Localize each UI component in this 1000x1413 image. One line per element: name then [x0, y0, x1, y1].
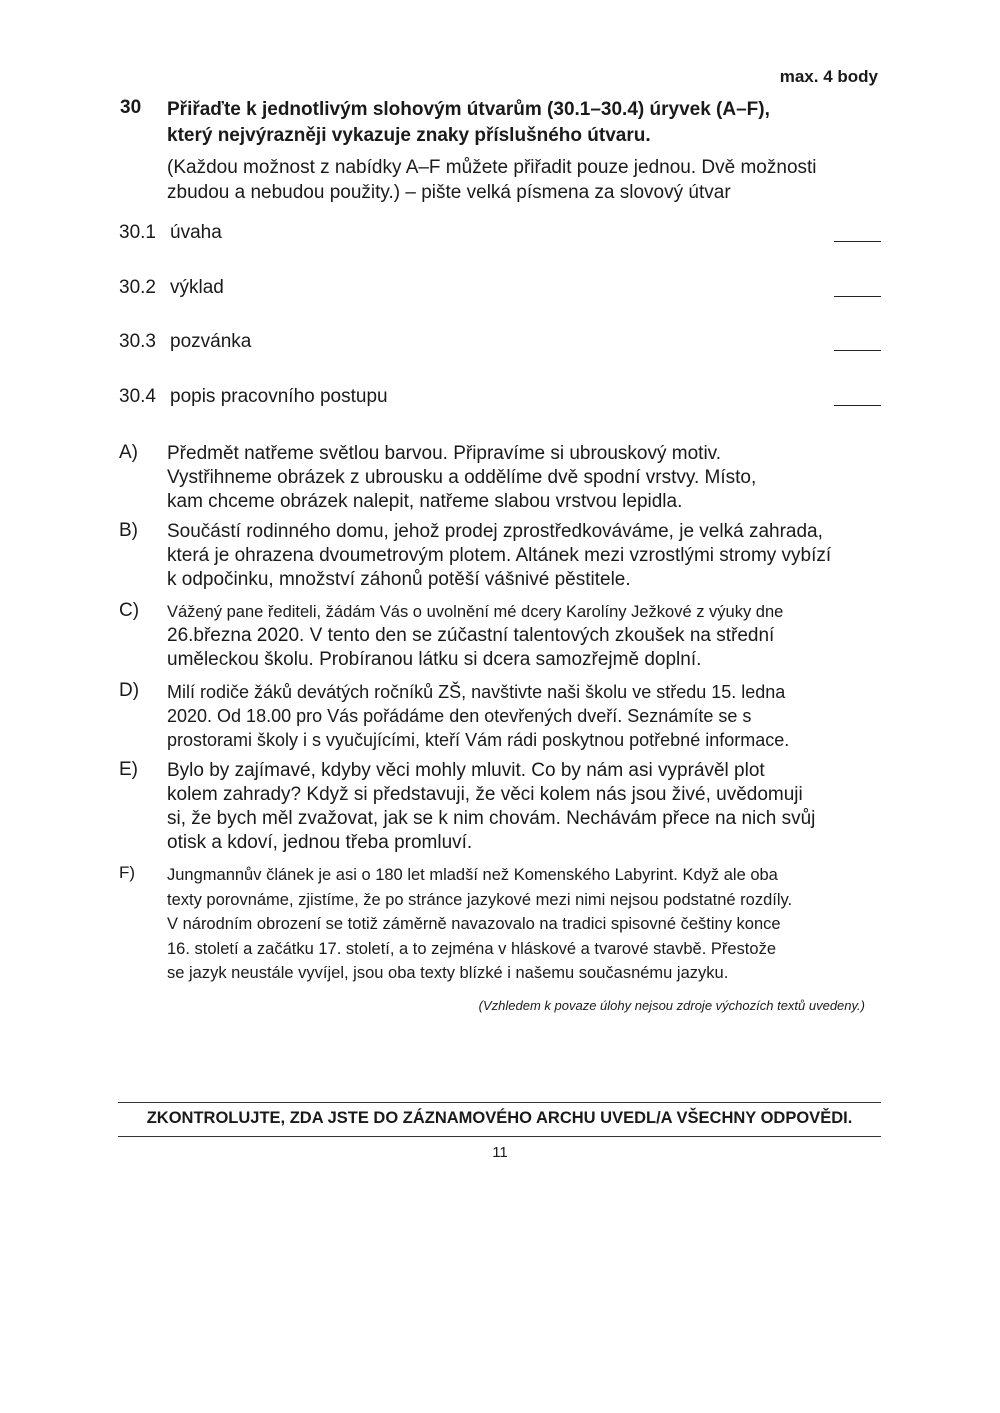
answer-blank[interactable] [834, 350, 881, 351]
answer-blank[interactable] [834, 241, 881, 242]
option-line: Jungmannův článek je asi o 180 let mladší než Komenského Labyrint. Když ale oba [167, 866, 778, 884]
option-letter: C) [119, 600, 140, 621]
option-line: 16. století a začátku 17. století, a to zejména v hláskové a tvarové stavbě. Přestože [167, 939, 776, 958]
option-text [167, 863, 881, 986]
footer-reminder: ZKONTROLUJTE, ZDA JSTE DO ZÁZNAMOVÉHO ARCHU UVEDL/A VŠECHNY ODPOVĚDI. [146, 1109, 853, 1127]
item-code: 30.4 [119, 386, 156, 407]
option-line: Bylo by zajímavé, kdyby věci mohly mluvit. Co by nám asi vyprávěl plot [167, 760, 765, 781]
question-title-line: který nejvýrazněji vykazuje znaky příslušného útvaru. [167, 125, 651, 146]
item-label: popis pracovního postupu [170, 386, 388, 407]
option-line: 2020. Od 18.00 pro Vás pořádáme den otevřených dveří. Seznámíte se s [167, 706, 752, 726]
instructions-line: (Každou možnost z nabídky A–F můžete přiřadit pouze jednou. Dvě možnosti [167, 157, 817, 178]
option-text [167, 520, 881, 592]
option-line: která je ohrazena dvoumetrovým plotem. Altánek mezi vzrostlými stromy vybízí [167, 545, 832, 566]
answer-blank[interactable] [834, 405, 881, 406]
option-line: kolem zahrady? Když si představuji, že věci kolem nás jsou živé, uvědomuji [167, 784, 803, 805]
answer-blank[interactable] [834, 296, 881, 297]
item-label: pozvánka [170, 331, 252, 352]
option-line: kam chceme obrázek nalepit, natřeme slabou vrstvou lepidla. [167, 491, 683, 512]
option-letter: B) [119, 520, 138, 541]
option-line: se jazyk neustále vyvíjel, jsou oba texty blízké i našemu současnému jazyku. [167, 964, 729, 982]
item-30-1 [119, 222, 881, 248]
question-title-line: Přiřaďte k jednotlivým slohovým útvarům (30.1–30.4) úryvek (A–F), [167, 99, 770, 120]
option-line: prostorami školy i s vyučujícími, kteří Vám rádi poskytnou potřebné informace. [167, 730, 790, 750]
option-text [167, 759, 881, 855]
item-code: 30.2 [119, 277, 156, 298]
option-letter: E) [119, 759, 138, 780]
question-instructions [167, 155, 887, 205]
option-letter: A) [119, 442, 138, 463]
source-note: (Vzhledem k povaze úlohy nejsou zdroje výchozích textů uvedeny.) [478, 998, 865, 1013]
page-number: 11 [492, 1144, 508, 1161]
item-label: úvaha [170, 222, 222, 243]
instructions-line: zbudou a nebudou použity.) – pište velká písmena za slovový útvar [167, 182, 731, 203]
max-points: max. 4 body [779, 67, 878, 86]
option-line: Vážený pane řediteli, žádám Vás o uvolnění mé dcery Karolíny Ježkové z výuky dne [167, 603, 784, 621]
option-letter: D) [119, 680, 140, 701]
item-code: 30.1 [119, 222, 156, 243]
item-label: výklad [170, 277, 224, 298]
option-line: Součástí rodinného domu, jehož prodej zprostředkováváme, je velká zahrada, [167, 521, 823, 542]
divider [118, 1136, 881, 1137]
item-30-4 [119, 386, 881, 412]
item-30-3 [119, 331, 881, 357]
option-text [167, 600, 881, 672]
option-text [167, 442, 881, 514]
option-line: V národním obrození se totiž záměrně navazovalo na tradici spisovné češtiny konce [167, 915, 781, 933]
option-text [167, 680, 881, 752]
question-number: 30 [120, 97, 142, 118]
option-line: Vystřihneme obrázek z ubrousku a oddělíme dvě spodní vrstvy. Místo, [167, 467, 757, 488]
option-line: Předmět natřeme světlou barvou. Připravíme si ubrouskový motiv. [167, 443, 722, 464]
option-line: Milí rodiče žáků devátých ročníků ZŠ, navštivte naši školu ve středu 15. ledna [167, 682, 786, 702]
option-line: si, že bych měl zvažovat, jak se k nim chovám. Nechávám přece na nich svůj [167, 808, 816, 829]
option-line: texty porovnáme, zjistíme, že po stránce jazykové mezi nimi nejsou podstatné rozdíly. [167, 890, 793, 909]
option-letter: F) [119, 863, 136, 882]
item-code: 30.3 [119, 331, 156, 352]
item-30-2 [119, 277, 881, 303]
option-line: 26.března 2020. V tento den se zúčastní talentových zkoušek na střední [167, 625, 775, 646]
option-line: otisk a kdoví, jednou třeba promluví. [167, 832, 473, 853]
option-line: uměleckou školu. Probíranou látku si dcera samozřejmě doplní. [167, 649, 702, 670]
question-title [167, 97, 867, 149]
divider [118, 1102, 881, 1103]
option-line: k odpočinku, množství záhonů potěší vášnivé pěstitele. [167, 569, 631, 590]
